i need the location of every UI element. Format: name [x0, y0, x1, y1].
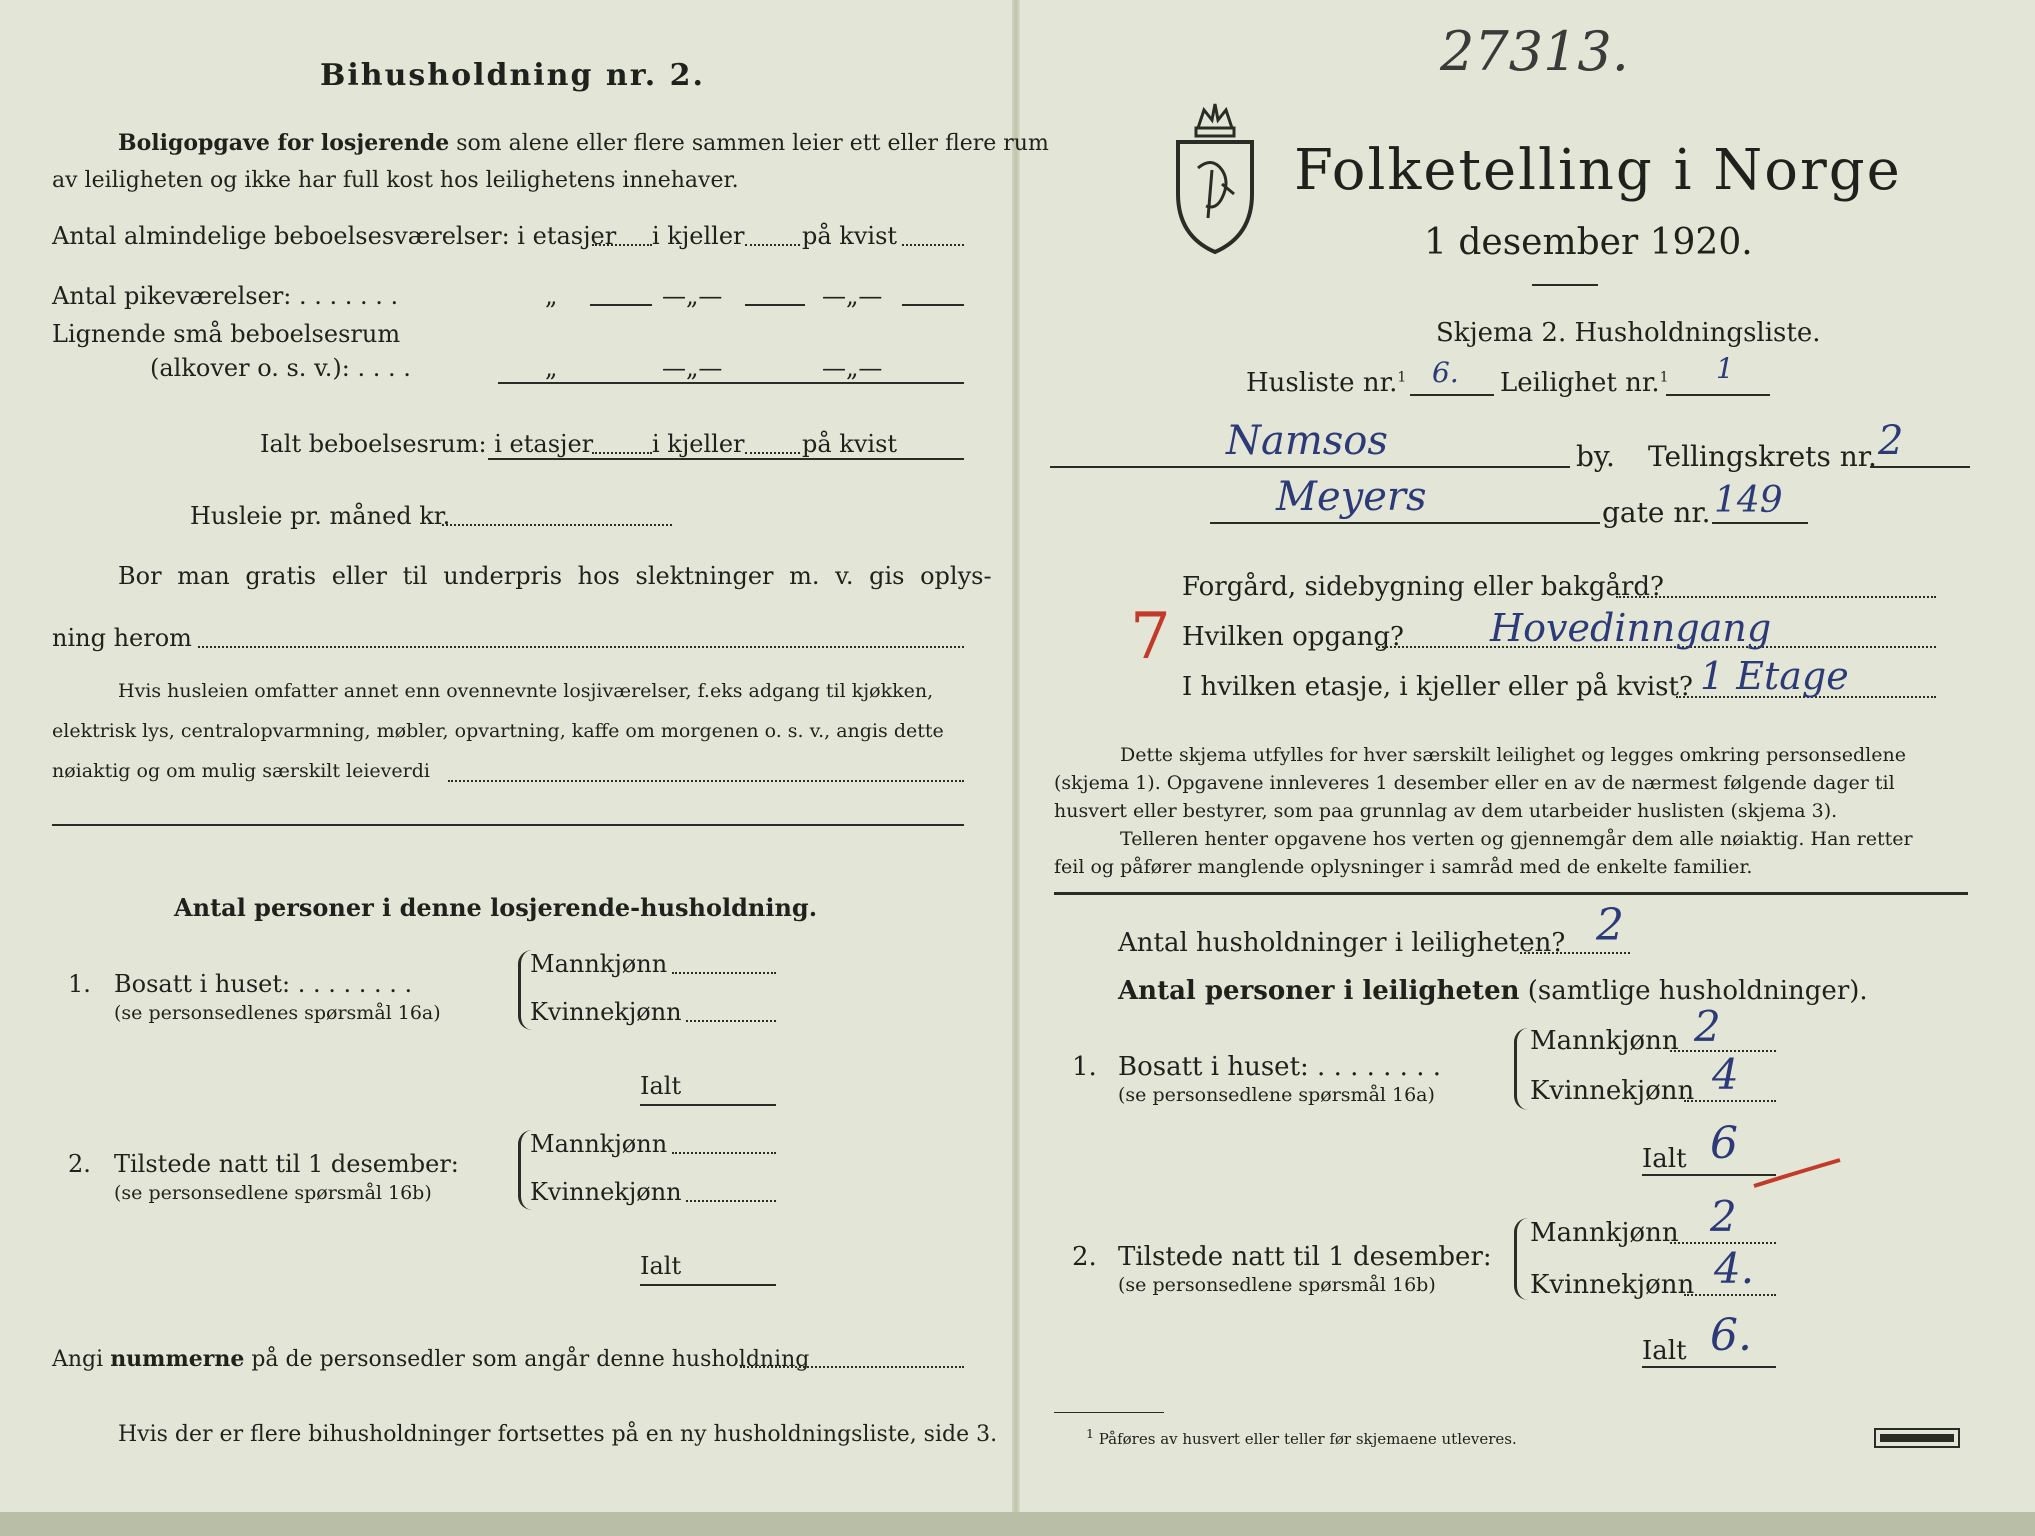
ialt-kjeller-field[interactable]: [745, 452, 800, 454]
right-q2-num: 2.: [1072, 1242, 1097, 1272]
hvis-field[interactable]: [448, 780, 964, 782]
coat-of-arms-icon: [1168, 98, 1262, 258]
left-q1-mann-field[interactable]: [672, 972, 776, 974]
leilighet-field[interactable]: [1666, 394, 1770, 396]
etasje-value: 1 Etage: [1700, 654, 1849, 698]
antal-pers-line: [1118, 976, 1868, 1006]
by-label: by.: [1576, 440, 1615, 473]
red-check-stroke-icon: [1752, 1158, 1842, 1188]
ialt-rum-label: Ialt beboelsesrum: i etasjer: [260, 430, 594, 458]
lignende-ditto: „: [545, 354, 558, 382]
bottom-edge: [0, 1512, 2035, 1536]
left-title: Bihusholdning nr. 2.: [320, 58, 705, 93]
krets-value: 2: [1878, 418, 1904, 464]
pike-ditto-2: —„—: [662, 282, 723, 310]
pike-ditto-3: —„—: [822, 282, 883, 310]
left-q1-label: Bosatt i huset: . . . . . . . .: [114, 970, 413, 998]
right-q1-kvinne-value: 4: [1712, 1050, 1739, 1099]
left-footer: Hvis der er flere bihusholdninger fortsettes på en ny husholdningsliste, side 3.: [118, 1422, 998, 1447]
husliste-sup: 1: [1397, 369, 1407, 386]
husliste-field[interactable]: [1410, 394, 1494, 396]
info-line-2: (skjema 1). Opgavene innleveres 1 desember eller en av de nærmest følgende dager til: [1054, 772, 1895, 794]
right-q1-ialt-value: 6: [1710, 1118, 1738, 1169]
gate-value: 149: [1714, 480, 1783, 521]
angi-pre: Angi: [52, 1347, 104, 1372]
left-q1-num: 1.: [68, 970, 91, 998]
right-q1-sub: (se personsedlene spørsmål 16a): [1118, 1084, 1435, 1106]
leilighet-text: Leilighet nr.: [1500, 368, 1660, 398]
husleie-label: Husleie pr. måned kr.: [190, 502, 451, 530]
angi-post: på de personsedler som angår denne husholdning: [251, 1347, 810, 1372]
footnote-rule: [1054, 1412, 1164, 1413]
ialt-kvist-label: på kvist: [802, 430, 898, 458]
right-q1-label: Bosatt i huset: . . . . . . . .: [1118, 1052, 1442, 1082]
right-q2-kvinne-field[interactable]: [1684, 1294, 1776, 1296]
right-q2-label: Tilstede natt til 1 desember:: [1118, 1242, 1492, 1272]
right-q1-kvinne-field[interactable]: [1684, 1100, 1776, 1102]
antal-pers-rest: (samtlige husholdninger).: [1527, 976, 1868, 1006]
city-field[interactable]: [1050, 466, 1570, 468]
angi-field[interactable]: [740, 1366, 964, 1368]
angi-line: [52, 1346, 809, 1372]
husliste-label: [1246, 368, 1406, 398]
right-q2-sub: (se personsedlene spørsmål 16b): [1118, 1274, 1436, 1296]
footnote: [1086, 1426, 1517, 1448]
husleie-field[interactable]: [442, 524, 672, 526]
left-q1-ialt-field[interactable]: [640, 1104, 776, 1106]
rooms-kjeller-field[interactable]: [745, 244, 800, 246]
pike-label: Antal pikeværelser: . . . . . . .: [52, 282, 399, 310]
antal-pers-bold: Antal personer i leiligheten: [1118, 976, 1520, 1006]
left-q2-mann-field[interactable]: [672, 1152, 776, 1154]
right-q2-mann-label: Mannkjønn: [1530, 1218, 1679, 1248]
right-q2-ialt-value: 6.: [1710, 1310, 1752, 1361]
footnote-text: Påføres av husvert eller teller før skjemaene utleveres.: [1098, 1430, 1517, 1448]
hvis-line-2: elektrisk lys, centralopvarmning, møbler, opvartning, kaffe om morgenen o. s. v., angis dette: [52, 720, 944, 742]
right-q2-kvinne-label: Kvinnekjønn: [1530, 1270, 1695, 1300]
etasje-label: I hvilken etasje, i kjeller eller på kvist?: [1182, 672, 1693, 702]
left-q2-num: 2.: [68, 1150, 91, 1178]
street-field[interactable]: [1210, 522, 1600, 524]
right-title: Folketelling i Norge: [1294, 138, 1902, 203]
intro-line-1: [118, 130, 1049, 156]
info-line-3: husvert eller bestyrer, som paa grunnlag av dem utarbeider huslisten (skjema 3).: [1054, 800, 1838, 822]
pike-etasjer-field[interactable]: [590, 304, 652, 306]
left-q2-sub: (se personsedlene spørsmål 16b): [114, 1182, 432, 1204]
lignende-field[interactable]: [498, 382, 964, 384]
krets-label: Tellingskrets nr.: [1648, 440, 1877, 473]
husliste-value: 6.: [1432, 356, 1459, 389]
city-value: Namsos: [1226, 418, 1388, 464]
lignende-ditto-3: —„—: [822, 354, 883, 382]
right-q2-mann-value: 2: [1710, 1192, 1737, 1241]
antal-hush-field[interactable]: [1520, 952, 1630, 954]
schema-label: Skjema 2. Husholdningsliste.: [1436, 318, 1821, 348]
rooms-label: Antal almindelige beboelsesværelser: i etasjer: [52, 222, 617, 250]
left-q2-ialt-field[interactable]: [640, 1284, 776, 1286]
bor-line-1: Bor man gratis eller til underpris hos slektninger m. v. gis oplys-: [118, 562, 992, 590]
left-q1-kvinne-label: Kvinnekjønn: [530, 998, 682, 1026]
krets-field[interactable]: [1870, 466, 1970, 468]
right-q2-ialt-label: Ialt: [1642, 1336, 1687, 1366]
pike-kjeller-field[interactable]: [745, 304, 805, 306]
right-q1-kvinne-label: Kvinnekjønn: [1530, 1076, 1695, 1106]
forgaard-label: Forgård, sidebygning eller bakgård?: [1182, 572, 1664, 602]
lignende-label-2: (alkover o. s. v.): . . . .: [150, 354, 411, 382]
left-antal-heading: Antal personer i denne losjerende-husholdning.: [174, 893, 818, 922]
right-q2-ialt-field[interactable]: [1642, 1366, 1776, 1368]
leilighet-label: [1500, 368, 1669, 398]
hvis-line-1: Hvis husleien omfatter annet enn ovennevnte losjiværelser, f.eks adgang til kjøkken,: [118, 680, 934, 702]
right-q2-kvinne-value: 4.: [1714, 1244, 1755, 1293]
hvis-field-2[interactable]: [52, 824, 964, 826]
right-q1-num: 1.: [1072, 1052, 1097, 1082]
info-line-4: Telleren henter opgavene hos verten og gjennemgår dem alle nøiaktig. Han retter: [1120, 828, 1913, 850]
info-rule: [1054, 892, 1968, 895]
left-q1-kvinne-field[interactable]: [686, 1020, 776, 1022]
page-fold: [1012, 0, 1020, 1536]
right-q1-mann-label: Mannkjønn: [1530, 1026, 1679, 1056]
intro-line-2: av leiligheten og ikke har full kost hos leilighetens innehaver.: [52, 168, 739, 193]
lignende-label-1: Lignende små beboelsesrum: [52, 320, 401, 348]
intro-rest: som alene eller flere sammen leier ett eller flere rum: [456, 131, 1049, 156]
right-q1-brace: [1514, 1028, 1531, 1110]
street-value: Meyers: [1276, 474, 1427, 520]
rooms-kjeller-label: i kjeller: [652, 222, 745, 250]
left-q2-mann-label: Mannkjønn: [530, 1130, 668, 1158]
ialt-etasjer-field[interactable]: [592, 452, 652, 454]
gate-field[interactable]: [1712, 522, 1808, 524]
bor-field[interactable]: [198, 646, 964, 648]
lignende-ditto-2: —„—: [662, 354, 723, 382]
info-line-5: feil og påfører manglende oplysninger i samråd med de enkelte familier.: [1054, 856, 1753, 878]
right-q2-brace: [1514, 1218, 1531, 1300]
gate-label: gate nr.: [1602, 496, 1711, 529]
rooms-kvist-label: på kvist: [802, 222, 898, 250]
archive-number: 27313.: [1440, 20, 1629, 83]
opgang-value: Hovedinngang: [1490, 606, 1772, 650]
pike-kvist-field[interactable]: [902, 304, 964, 306]
footnote-num: 1: [1086, 1426, 1094, 1441]
intro-bold: Boligopgave for losjerende: [118, 130, 450, 156]
red-mark: 7: [1130, 600, 1171, 674]
left-q2-ialt-label: Ialt: [640, 1252, 682, 1280]
left-q2-label: Tilstede natt til 1 desember:: [114, 1150, 459, 1178]
census-date: 1 desember 1920.: [1424, 222, 1753, 263]
antal-hush-label: Antal husholdninger i leiligheten?: [1118, 928, 1566, 958]
info-line-1: Dette skjema utfylles for hver særskilt leilighet og legges omkring personsedlene: [1120, 744, 1906, 766]
title-rule: [1532, 284, 1598, 286]
forgaard-field[interactable]: [1616, 596, 1936, 598]
left-q2-kvinne-field[interactable]: [686, 1200, 776, 1202]
left-q2-kvinne-label: Kvinnekjønn: [530, 1178, 682, 1206]
left-q1-mann-label: Mannkjønn: [530, 950, 668, 978]
printer-stamp-icon: [1874, 1428, 1960, 1448]
antal-hush-value: 2: [1596, 900, 1624, 951]
bor-line-2: ning herom: [52, 624, 192, 652]
left-q1-ialt-label: Ialt: [640, 1072, 682, 1100]
pike-ditto: „: [545, 282, 558, 310]
right-q1-mann-value: 2: [1694, 1002, 1721, 1051]
right-q1-ialt-label: Ialt: [1642, 1144, 1687, 1174]
angi-bold: nummerne: [110, 1346, 245, 1372]
rooms-etasjer-field[interactable]: [592, 244, 652, 246]
husliste-text: Husliste nr.: [1246, 368, 1398, 398]
ialt-rum-underline: [488, 458, 964, 460]
left-q1-sub: (se personsedlenes spørsmål 16a): [114, 1002, 441, 1024]
leilighet-value: 1: [1716, 352, 1734, 385]
ialt-kjeller-label: i kjeller: [652, 430, 745, 458]
leilighet-sup: 1: [1659, 369, 1669, 386]
opgang-label: Hvilken opgang?: [1182, 622, 1404, 652]
rooms-kvist-field[interactable]: [902, 244, 964, 246]
hvis-line-3: nøiaktig og om mulig særskilt leieverdi: [52, 760, 430, 782]
